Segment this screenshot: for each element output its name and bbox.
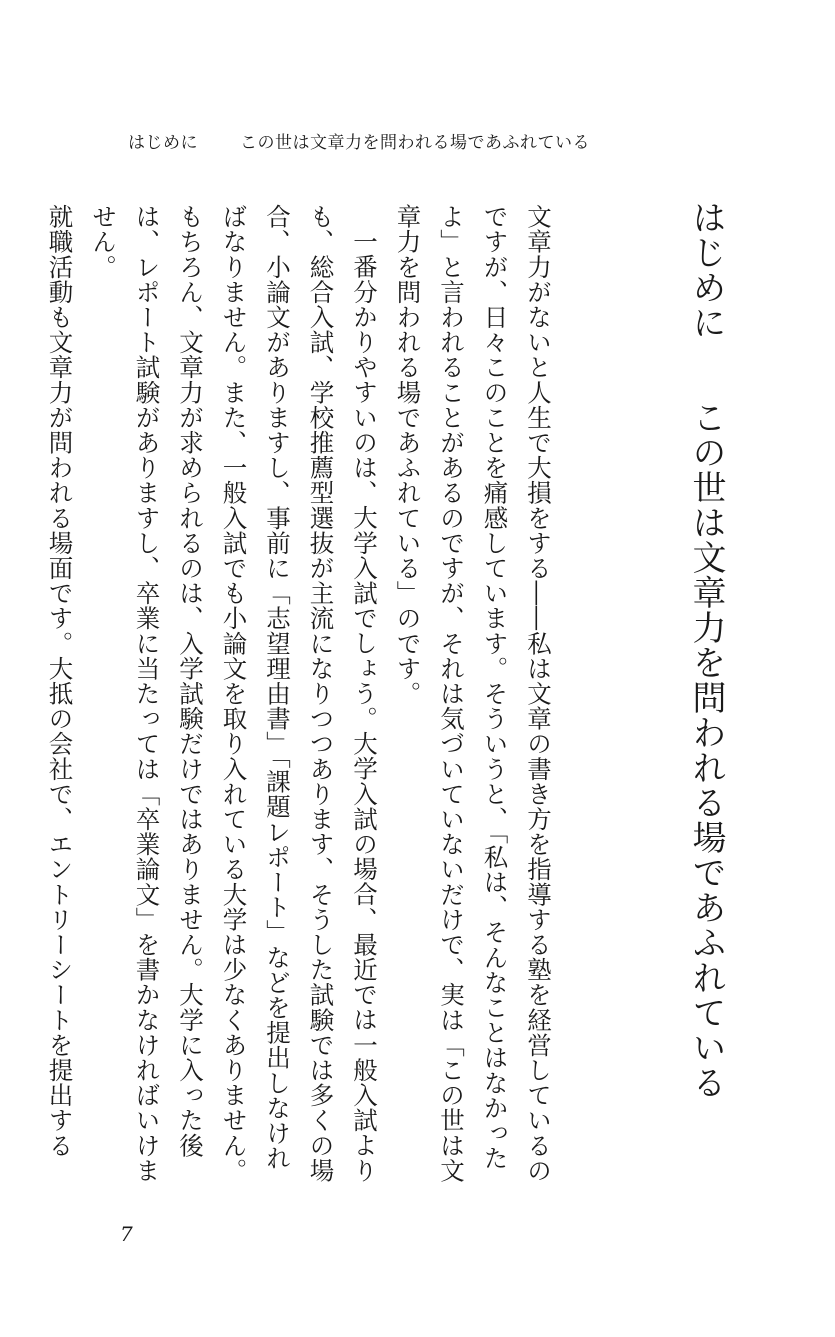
body-text [45,204,560,1194]
paragraph-4: 就職活動も文章力が問われる場面です。大抵の会社で、エントリーシートを提出する [45,204,75,1158]
running-header-title: この世は文章力を問われる場であふれている [240,133,590,153]
paragraph-2: 一番分かりやすいのは、大学入試でしょう。大学入試の場合、最近では一般入試よりも、総合入試、学校推薦型選抜が主流になりつつあります、そうした試験では多くの場合、小論文がありますし、事前に「志望理由書」「課題レポート」などを提出しなければなりません。また、一般入試でも小論文を取り入れている大学は少なくありません。 [219,204,379,1183]
chapter-title: この世は文章力を問われる場であふれている [686,400,726,1100]
page-number: 7 [120,1222,133,1246]
running-header-section: はじめに [128,133,198,153]
paragraph-1: 文章力がないと人生で大損をする――私は文章の書き方を指導する塾を経営しているのですが、日々このことを痛感しています。そういうと、「私は、そんなことはなかったよ」と言われることがあるのですが、それは気づいていないだけで、実は「この世は文章力を問われる場であふれている」のです。 [393,204,553,1183]
running-header [0,128,835,158]
chapter-heading [678,200,734,1100]
chapter-label: はじめに [686,200,726,340]
paragraph-3: もちろん、文章力が求められるのは、入学試験だけではありません。大学に入った後は、レポート試験がありますし、卒業に当たっては「卒業論文」を書かなければいけません。 [89,204,205,1183]
